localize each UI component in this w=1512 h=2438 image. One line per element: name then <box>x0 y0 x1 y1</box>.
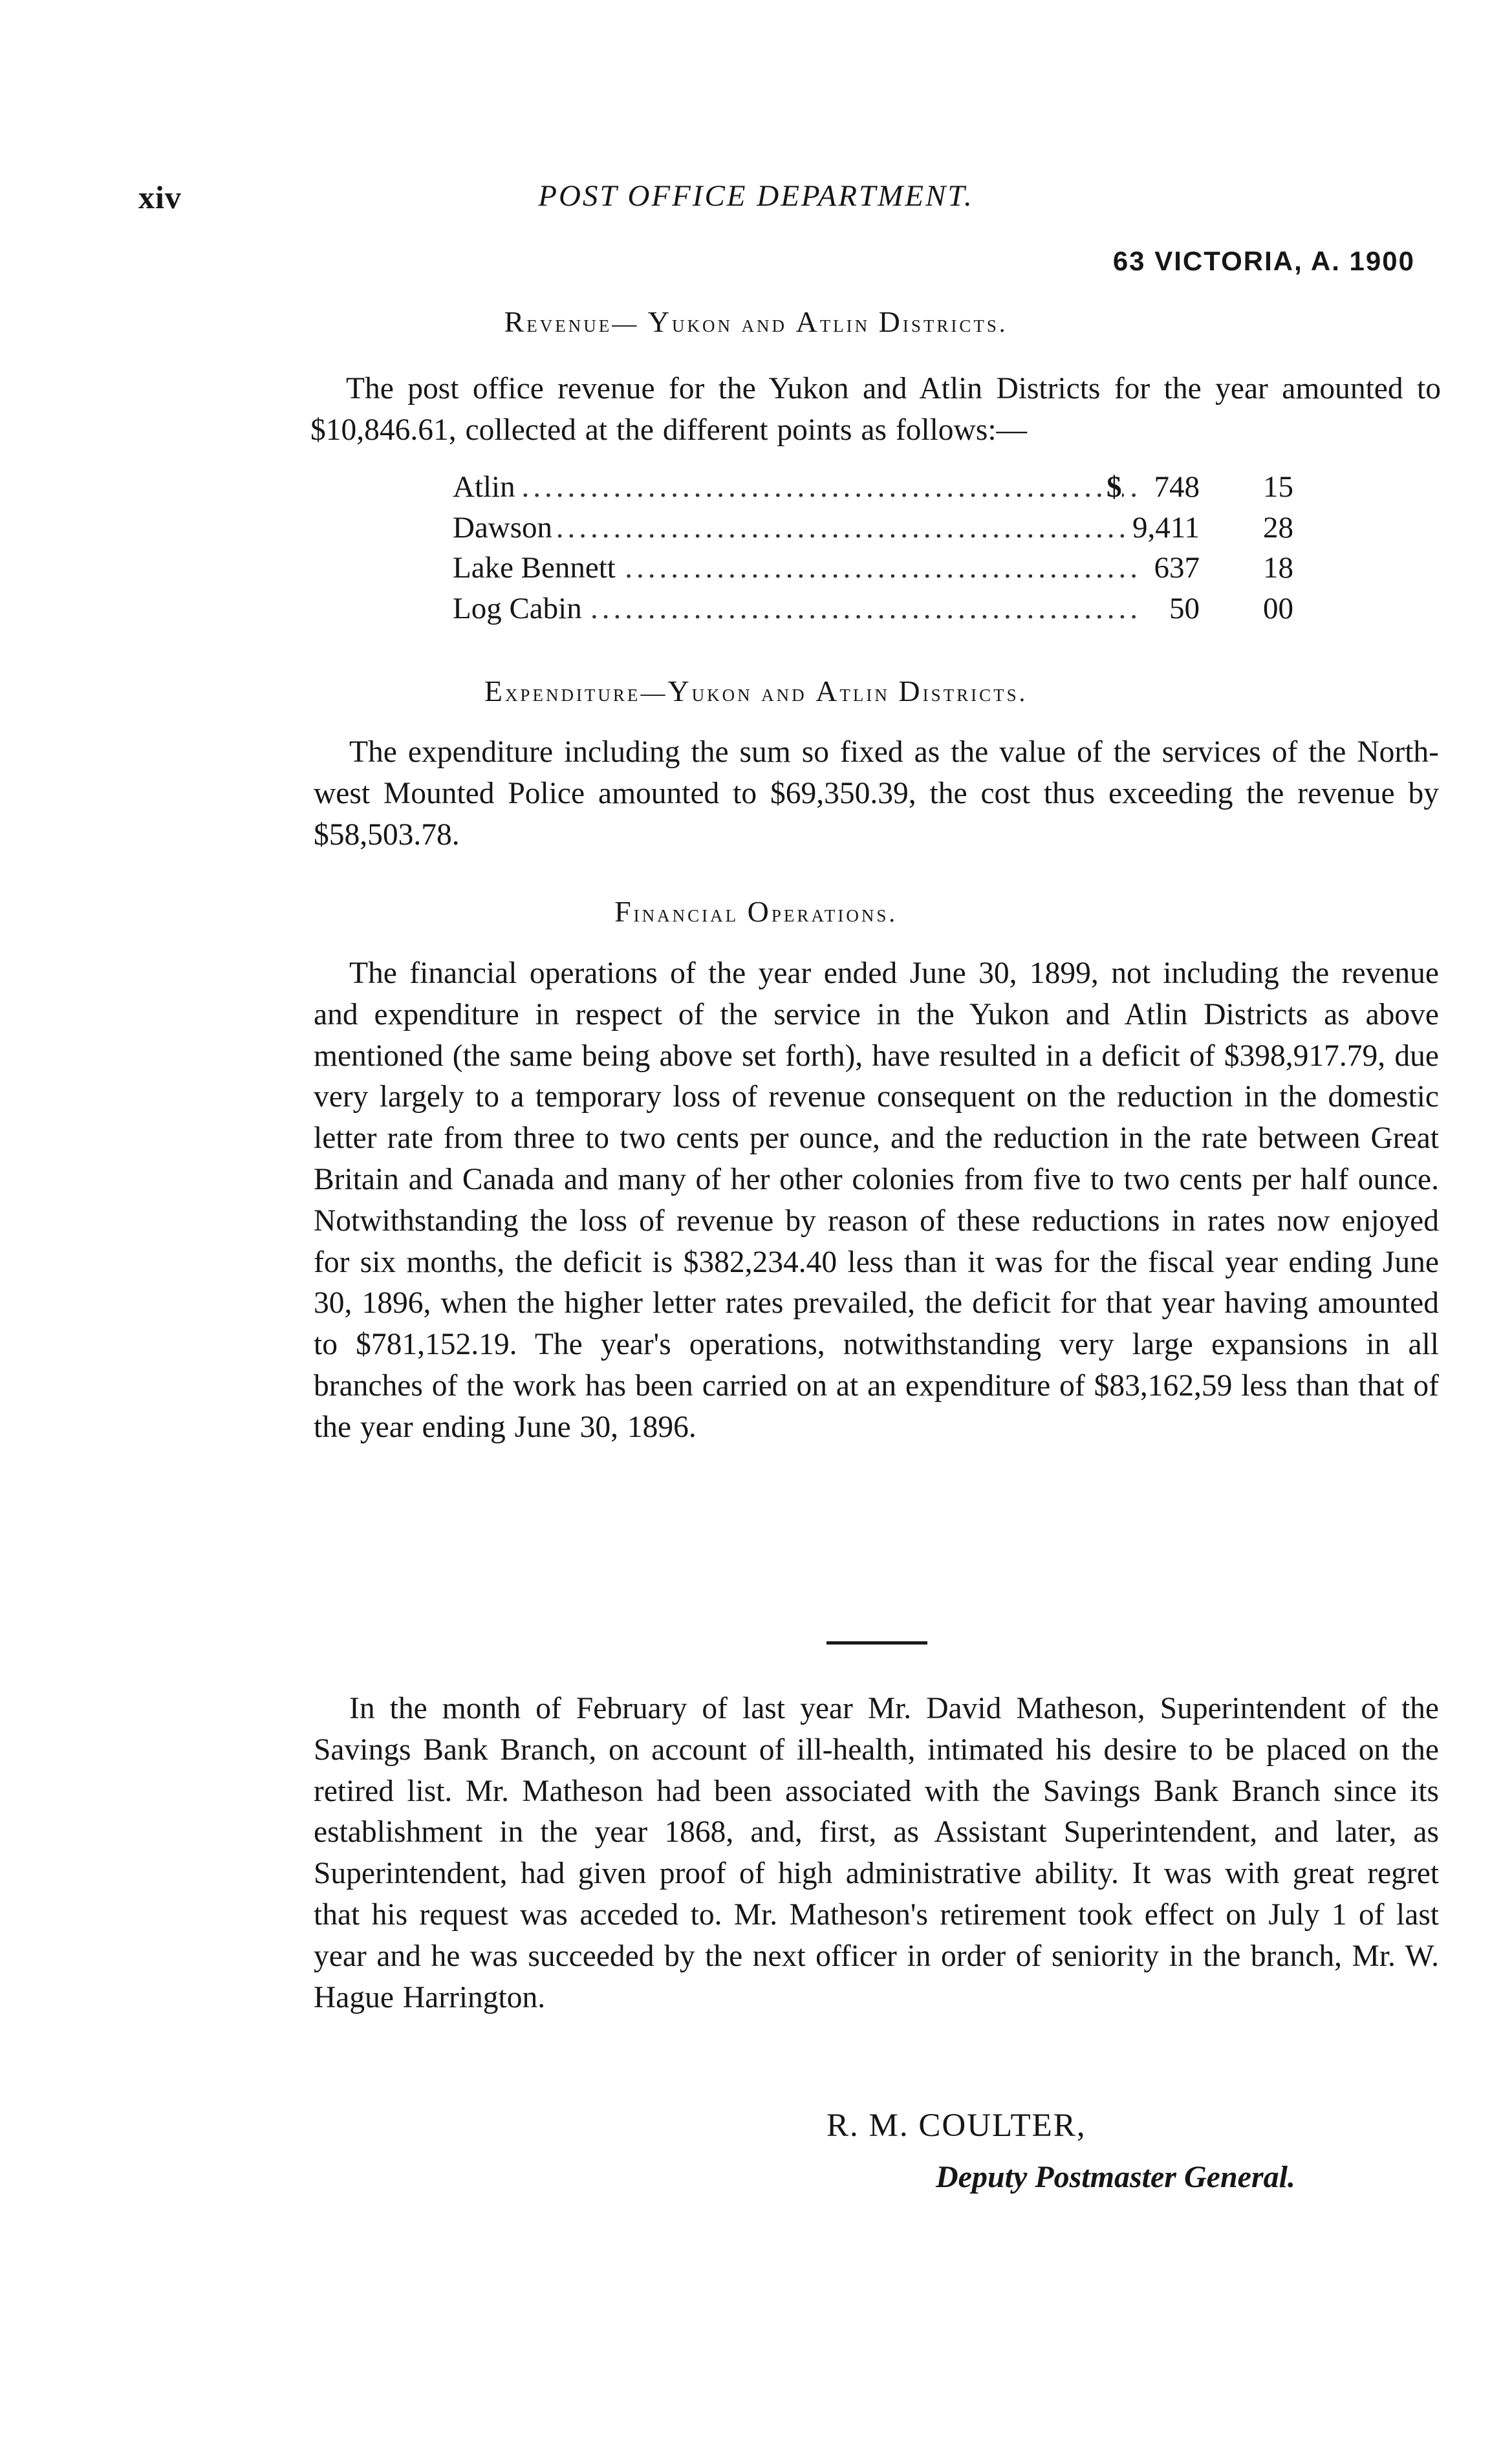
revenue-paragraph: The post office revenue for the Yukon and Atlin Districts for the year amounted to $10,846.61, collected at the different points as follows:— <box>310 372 1441 447</box>
ledger-dollars: 637 <box>1150 548 1200 588</box>
ledger-cents: 15 <box>1229 467 1293 508</box>
signatory-name: R. M. COULTER, <box>826 2108 1086 2144</box>
ledger-dollars: 50 <box>1165 588 1200 629</box>
ledger-row <box>453 548 1293 588</box>
session-label: 63 VICTORIA, A. 1900 <box>1112 246 1415 276</box>
expenditure-heading: Expenditure—Yukon and Atlin Districts. <box>484 674 1028 707</box>
ledger-row <box>453 467 1293 508</box>
financial-heading: Financial Operations. <box>614 895 898 928</box>
ledger-cents: 00 <box>1229 588 1293 629</box>
ledger-cents: 18 <box>1229 548 1293 588</box>
ledger-place: Dawson <box>453 511 556 545</box>
revenue-ledger <box>453 467 1293 629</box>
ledger-dollars: 748 <box>1150 467 1200 508</box>
dollar-sign: $ <box>1103 467 1122 508</box>
financial-paragraph: The financial operations of the year ended June 30, 1899, not including the revenue and expenditure in respect of the service in the Yukon and Atlin Districts as above mentioned (the same being above set forth), have resulted in a deficit of $398,917.79, due very largely to a temporary loss of revenue consequent on the reduction in the domestic letter rate from three to two cents per ounce, and the reduction in the rate between Great Britain and Canada and many of her other colonies from five to two cents per half ounce. Notwithstanding the loss of revenue by reason of these reductions in rates now enjoyed for six months, the deficit is $382,234.40 less than it was for the fiscal year ending June 30, 1896, when the higher letter rates prevailed, the deficit for that year having amounted to $781,152.19. The year's operations, notwithstanding very large expansions in all branches of the work has been carried on at an expenditure of $83,162,59 less than that of the year ending June 30, 1896. <box>314 956 1439 1444</box>
ledger-place: Atlin <box>453 470 519 504</box>
leader-dots <box>453 467 1138 508</box>
retirement-paragraph: In the month of February of last year Mr. David Matheson, Superintendent of the Savings Bank Branch, on account of ill-health, intimated his desire to be placed on the retired list. Mr. Matheson had been associated with the Savings Bank Branch since its establishment in the year 1868, and, first, as Assistant Superintendent, and later, as Superintendent, had given proof of high administrative ability. It was with great regret that his request was acceded to. Mr. Matheson's retirement took effect on July 1 of last year and he was succeeded by the next officer in order of seniority in the branch, Mr. W. Hague Harrington. <box>314 1692 1439 2014</box>
expenditure-paragraph: The expenditure including the sum so fixed as the value of the services of the North-west Mounted Police amounted to $69,350.39, the cost thus exceeding the revenue by $58,503.78. <box>314 735 1439 852</box>
ledger-cents: 28 <box>1229 508 1293 548</box>
revenue-heading: Revenue— Yukon and Atlin Districts. <box>504 305 1008 338</box>
ledger-place: Lake Bennett <box>453 551 620 585</box>
running-head: POST OFFICE DEPARTMENT. <box>538 179 974 213</box>
ledger-place: Log Cabin <box>453 592 586 625</box>
ledger-row <box>453 588 1293 629</box>
section-rule <box>826 1641 927 1645</box>
ledger-dollars: 9,411 <box>1129 508 1200 548</box>
ledger-row <box>453 508 1293 548</box>
signatory-title: Deputy Postmaster General. <box>936 2160 1295 2194</box>
page-number: xiv <box>138 179 182 215</box>
